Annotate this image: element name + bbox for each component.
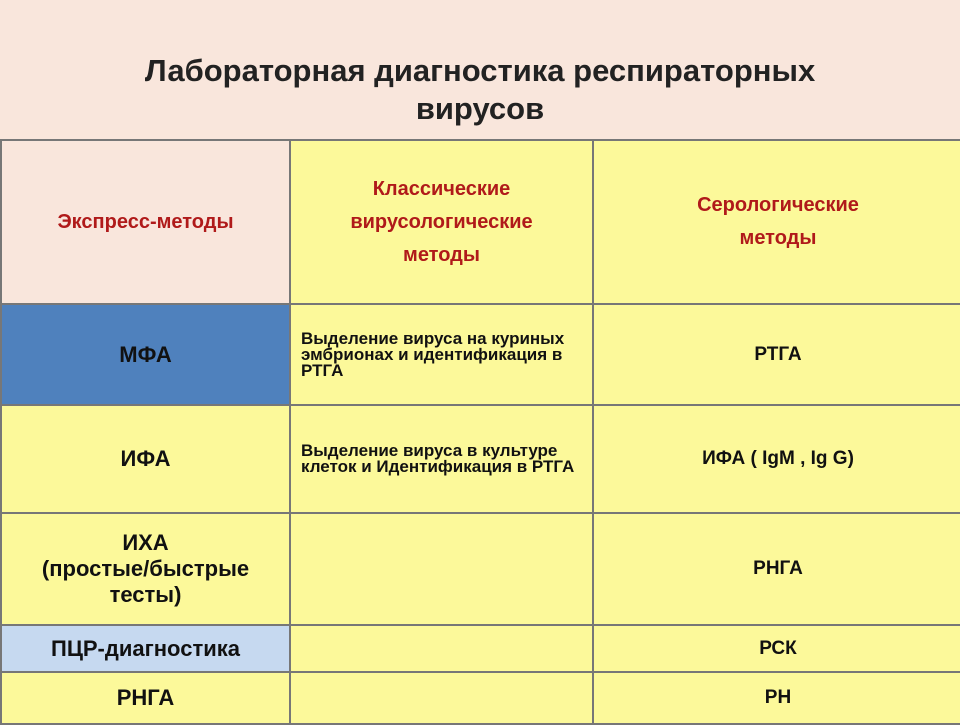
table-row: [1, 405, 960, 513]
row-ifa-express: ИФА: [1, 405, 290, 513]
row-mfa-express: МФА: [1, 304, 290, 405]
row-ifa-serologic: ИФА ( IgM , Ig G): [593, 405, 960, 513]
row-rnga-express: РНГА: [1, 672, 290, 724]
row-pcr-serologic: РСК: [593, 625, 960, 672]
row-iha-express: [1, 513, 290, 625]
table-row: [1, 672, 960, 724]
header-classic-methods: Классические вирусологические методы: [290, 140, 593, 304]
table-header-row: [1, 140, 960, 304]
row-mfa-classic: Выделение вируса на куриных эмбрионах и идентификация в РТГА: [290, 304, 593, 405]
header-express-methods: Экспресс-методы: [1, 140, 290, 304]
row-rnga-serologic: РН: [593, 672, 960, 724]
row-iha-serologic: РНГА: [593, 513, 960, 625]
diagnostics-table: [0, 139, 960, 725]
title-line-2: вирусов: [415, 91, 545, 126]
row-pcr-classic: [290, 625, 593, 672]
table-row: [1, 513, 960, 625]
row-rnga-classic: [290, 672, 593, 724]
row-iha-express-sub: (простые/быстрые тесты): [41, 556, 250, 607]
table-row: [1, 625, 960, 672]
header-serologic-methods: Серологические методы: [593, 140, 960, 304]
page-title: [0, 52, 960, 128]
row-ifa-classic: Выделение вируса в культуре клеток и Идентификация в РТГА: [290, 405, 593, 513]
row-mfa-serologic: РТГА: [593, 304, 960, 405]
row-pcr-express: ПЦР-диагностика: [1, 625, 290, 672]
table-row: [1, 304, 960, 405]
row-iha-classic: [290, 513, 593, 625]
title-line-1: Лабораторная диагностика респираторных: [144, 53, 816, 88]
row-iha-express-main: ИХА: [122, 530, 169, 555]
